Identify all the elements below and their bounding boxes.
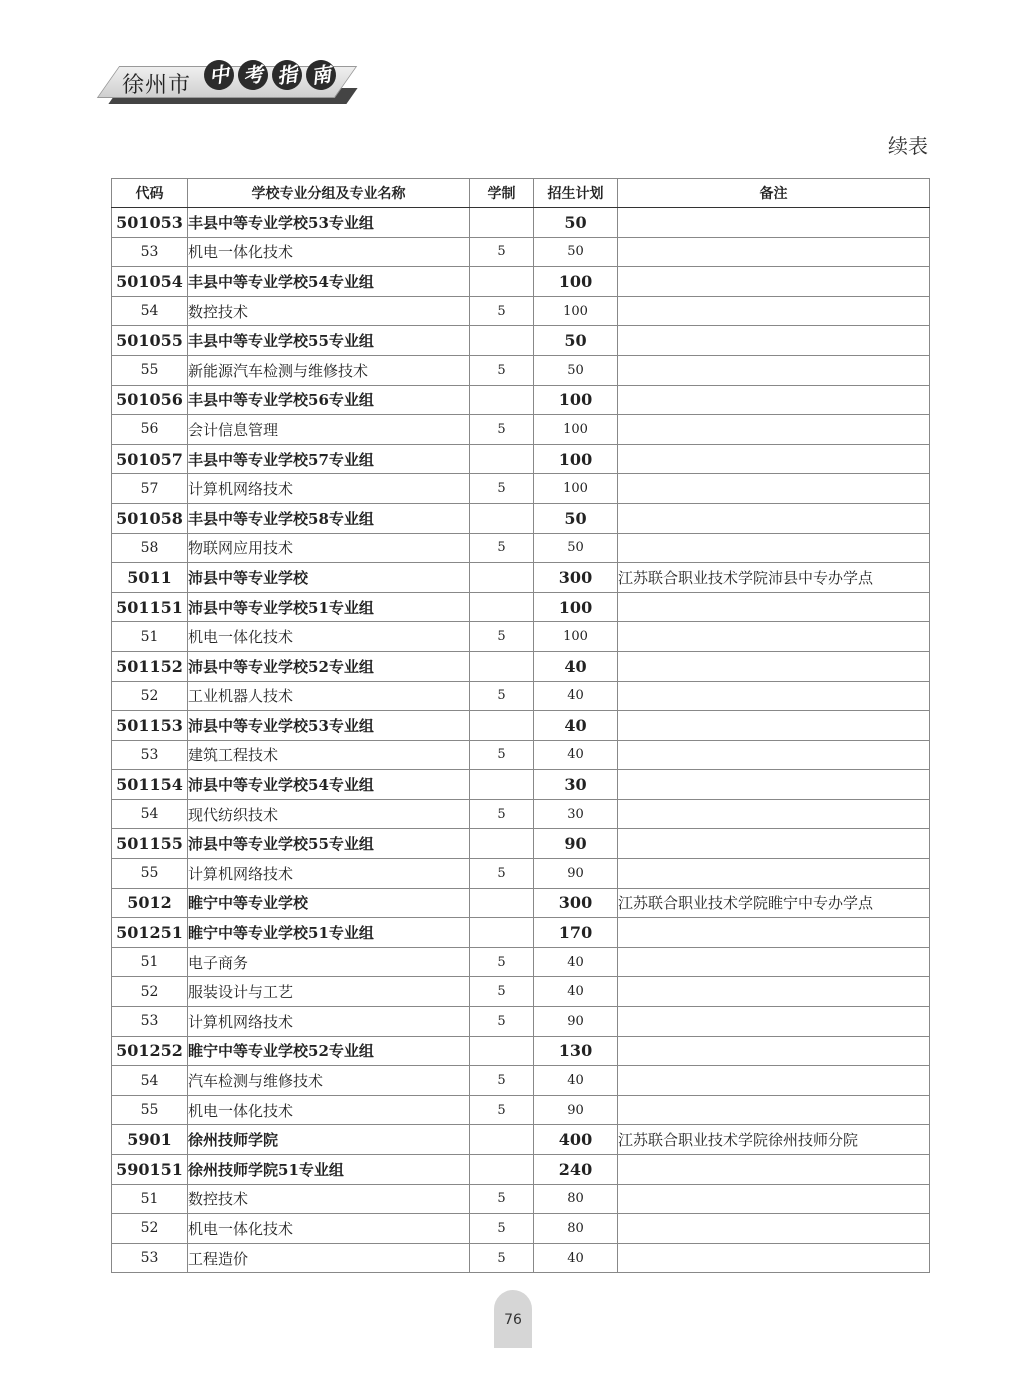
cell-name: 汽车检测与维修技术 <box>188 1066 470 1096</box>
cell-note <box>618 651 930 681</box>
cell-years: 5 <box>470 415 534 445</box>
cell-name: 机电一体化技术 <box>188 1214 470 1244</box>
table-row-major <box>112 740 930 770</box>
cell-name: 数控技术 <box>188 1184 470 1214</box>
cell-plan: 100 <box>534 474 618 504</box>
table-row-group <box>112 503 930 533</box>
table-row-group <box>112 770 930 800</box>
table-row-group <box>112 208 930 238</box>
table-row-major <box>112 1243 930 1273</box>
cell-years: 5 <box>470 799 534 829</box>
cell-code: 52 <box>112 1214 188 1244</box>
cell-plan: 30 <box>534 770 618 800</box>
cell-years <box>470 267 534 297</box>
cell-name: 睢宁中等专业学校 <box>188 888 470 918</box>
cell-code: 51 <box>112 1184 188 1214</box>
cell-note <box>618 415 930 445</box>
cell-note <box>618 918 930 948</box>
table-row-major <box>112 1007 930 1037</box>
cell-note <box>618 859 930 889</box>
cell-note <box>618 1155 930 1185</box>
cell-code: 5012 <box>112 888 188 918</box>
cell-note <box>618 474 930 504</box>
table-row-major <box>112 1184 930 1214</box>
cell-plan: 40 <box>534 1243 618 1273</box>
cell-plan: 100 <box>534 622 618 652</box>
cell-name: 工业机器人技术 <box>188 681 470 711</box>
cell-name: 现代纺织技术 <box>188 799 470 829</box>
cell-plan: 300 <box>534 888 618 918</box>
cell-note <box>618 770 930 800</box>
cell-years: 5 <box>470 1066 534 1096</box>
cell-name: 丰县中等专业学校56专业组 <box>188 385 470 415</box>
cell-code: 501151 <box>112 592 188 622</box>
cell-name: 机电一体化技术 <box>188 237 470 267</box>
cell-code: 53 <box>112 1007 188 1037</box>
table-row-group <box>112 888 930 918</box>
cell-name: 机电一体化技术 <box>188 622 470 652</box>
cell-plan: 240 <box>534 1155 618 1185</box>
cell-name: 物联网应用技术 <box>188 533 470 563</box>
cell-note <box>618 799 930 829</box>
cell-code: 501155 <box>112 829 188 859</box>
column-header-note: 备注 <box>618 179 930 208</box>
cell-code: 501057 <box>112 444 188 474</box>
cell-code: 501152 <box>112 651 188 681</box>
cell-name: 丰县中等专业学校57专业组 <box>188 444 470 474</box>
cell-name: 睢宁中等专业学校51专业组 <box>188 918 470 948</box>
cell-plan: 40 <box>534 977 618 1007</box>
cell-note <box>618 1184 930 1214</box>
cell-years <box>470 563 534 593</box>
cell-plan: 100 <box>534 592 618 622</box>
table-row-group <box>112 385 930 415</box>
table-row-major <box>112 681 930 711</box>
cell-code: 501058 <box>112 503 188 533</box>
table-row-major <box>112 977 930 1007</box>
table-row-major <box>112 355 930 385</box>
table-row-group <box>112 267 930 297</box>
cell-name: 丰县中等专业学校53专业组 <box>188 208 470 238</box>
cell-code: 501252 <box>112 1036 188 1066</box>
cell-plan: 80 <box>534 1184 618 1214</box>
banner-char: 指 <box>270 58 304 92</box>
table-row-group <box>112 1036 930 1066</box>
column-header-plan: 招生计划 <box>534 179 618 208</box>
cell-years <box>470 385 534 415</box>
cell-years <box>470 1036 534 1066</box>
table-row-major <box>112 799 930 829</box>
table-row-group <box>112 563 930 593</box>
cell-name: 机电一体化技术 <box>188 1095 470 1125</box>
cell-code: 501154 <box>112 770 188 800</box>
cell-name: 徐州技师学院 <box>188 1125 470 1155</box>
cell-name: 计算机网络技术 <box>188 859 470 889</box>
cell-note <box>618 1243 930 1273</box>
cell-code: 57 <box>112 474 188 504</box>
cell-name: 数控技术 <box>188 296 470 326</box>
cell-code: 51 <box>112 947 188 977</box>
cell-years: 5 <box>470 1095 534 1125</box>
cell-note <box>618 711 930 741</box>
cell-plan: 90 <box>534 859 618 889</box>
cell-code: 501053 <box>112 208 188 238</box>
cell-note <box>618 740 930 770</box>
cell-code: 54 <box>112 296 188 326</box>
cell-code: 52 <box>112 977 188 1007</box>
table-row-group <box>112 592 930 622</box>
cell-plan: 50 <box>534 208 618 238</box>
table-row-major <box>112 622 930 652</box>
cell-name: 丰县中等专业学校54专业组 <box>188 267 470 297</box>
cell-code: 52 <box>112 681 188 711</box>
cell-code: 54 <box>112 799 188 829</box>
cell-name: 沛县中等专业学校53专业组 <box>188 711 470 741</box>
cell-plan: 100 <box>534 444 618 474</box>
cell-years <box>470 326 534 356</box>
cell-note: 江苏联合职业技术学院徐州技师分院 <box>618 1125 930 1155</box>
table-row-group <box>112 1125 930 1155</box>
cell-note <box>618 237 930 267</box>
cell-note <box>618 1214 930 1244</box>
cell-years <box>470 829 534 859</box>
cell-name: 会计信息管理 <box>188 415 470 445</box>
cell-note <box>618 503 930 533</box>
cell-note <box>618 1036 930 1066</box>
continued-label: 续表 <box>888 134 928 158</box>
cell-name: 沛县中等专业学校54专业组 <box>188 770 470 800</box>
cell-note <box>618 208 930 238</box>
cell-years <box>470 888 534 918</box>
cell-years: 5 <box>470 474 534 504</box>
cell-note <box>618 355 930 385</box>
cell-note <box>618 947 930 977</box>
cell-note <box>618 977 930 1007</box>
table-row-group <box>112 918 930 948</box>
cell-plan: 40 <box>534 711 618 741</box>
cell-years: 5 <box>470 1243 534 1273</box>
cell-note: 江苏联合职业技术学院睢宁中专办学点 <box>618 888 930 918</box>
cell-note <box>618 1066 930 1096</box>
cell-plan: 40 <box>534 740 618 770</box>
cell-years: 5 <box>470 1184 534 1214</box>
enrollment-table <box>111 178 930 1273</box>
cell-code: 501055 <box>112 326 188 356</box>
cell-plan: 30 <box>534 799 618 829</box>
table-row-major <box>112 1214 930 1244</box>
cell-name: 丰县中等专业学校58专业组 <box>188 503 470 533</box>
column-header-code: 代码 <box>112 179 188 208</box>
cell-code: 53 <box>112 740 188 770</box>
cell-plan: 50 <box>534 533 618 563</box>
table-row-major <box>112 415 930 445</box>
cell-code: 501153 <box>112 711 188 741</box>
cell-note <box>618 681 930 711</box>
cell-code: 5901 <box>112 1125 188 1155</box>
cell-plan: 40 <box>534 681 618 711</box>
cell-plan: 40 <box>534 947 618 977</box>
cell-plan: 100 <box>534 385 618 415</box>
cell-plan: 90 <box>534 829 618 859</box>
cell-name: 电子商务 <box>188 947 470 977</box>
cell-code: 55 <box>112 1095 188 1125</box>
cell-years <box>470 770 534 800</box>
cell-years: 5 <box>470 1007 534 1037</box>
page-number: 76 <box>504 1312 522 1328</box>
cell-years <box>470 503 534 533</box>
cell-note <box>618 267 930 297</box>
table-row-group <box>112 651 930 681</box>
cell-plan: 300 <box>534 563 618 593</box>
cell-note <box>618 296 930 326</box>
cell-plan: 90 <box>534 1095 618 1125</box>
column-header-years: 学制 <box>470 179 534 208</box>
cell-code: 501056 <box>112 385 188 415</box>
cell-years: 5 <box>470 296 534 326</box>
cell-note <box>618 829 930 859</box>
cell-code: 501054 <box>112 267 188 297</box>
cell-code: 54 <box>112 1066 188 1096</box>
cell-plan: 50 <box>534 237 618 267</box>
cell-years <box>470 1155 534 1185</box>
cell-years <box>470 918 534 948</box>
cell-years: 5 <box>470 237 534 267</box>
table-row-major <box>112 533 930 563</box>
cell-years <box>470 711 534 741</box>
cell-plan: 100 <box>534 296 618 326</box>
cell-years <box>470 1125 534 1155</box>
cell-plan: 100 <box>534 415 618 445</box>
table-row-major <box>112 237 930 267</box>
cell-plan: 40 <box>534 651 618 681</box>
column-header-name: 学校专业分组及专业名称 <box>188 179 470 208</box>
table-row-major <box>112 947 930 977</box>
cell-years: 5 <box>470 947 534 977</box>
table-row-group <box>112 829 930 859</box>
cell-years: 5 <box>470 533 534 563</box>
cell-code: 51 <box>112 622 188 652</box>
cell-note <box>618 1095 930 1125</box>
cell-plan: 40 <box>534 1066 618 1096</box>
cell-code: 5011 <box>112 563 188 593</box>
cell-years <box>470 592 534 622</box>
cell-years: 5 <box>470 355 534 385</box>
cell-plan: 130 <box>534 1036 618 1066</box>
cell-note <box>618 326 930 356</box>
cell-name: 建筑工程技术 <box>188 740 470 770</box>
cell-note <box>618 622 930 652</box>
cell-plan: 100 <box>534 267 618 297</box>
cell-code: 55 <box>112 355 188 385</box>
cell-note <box>618 385 930 415</box>
table-row-group <box>112 326 930 356</box>
cell-name: 计算机网络技术 <box>188 474 470 504</box>
cell-name: 新能源汽车检测与维修技术 <box>188 355 470 385</box>
cell-note <box>618 444 930 474</box>
cell-name: 沛县中等专业学校52专业组 <box>188 651 470 681</box>
table-row-group <box>112 1155 930 1185</box>
table-header-row <box>112 179 930 208</box>
cell-code: 55 <box>112 859 188 889</box>
cell-years: 5 <box>470 622 534 652</box>
cell-years <box>470 651 534 681</box>
cell-note: 江苏联合职业技术学院沛县中专办学点 <box>618 563 930 593</box>
table-row-major <box>112 859 930 889</box>
table-row-group <box>112 444 930 474</box>
cell-plan: 170 <box>534 918 618 948</box>
cell-years: 5 <box>470 681 534 711</box>
table-row-major <box>112 1066 930 1096</box>
cell-code: 58 <box>112 533 188 563</box>
banner-city: 徐州市 <box>122 73 192 98</box>
cell-name: 睢宁中等专业学校52专业组 <box>188 1036 470 1066</box>
cell-note <box>618 533 930 563</box>
banner-guide-title <box>204 60 336 90</box>
table-row-major <box>112 296 930 326</box>
cell-plan: 50 <box>534 355 618 385</box>
cell-name: 沛县中等专业学校 <box>188 563 470 593</box>
page-number-tab <box>494 1290 532 1348</box>
table-row-major <box>112 474 930 504</box>
cell-years: 5 <box>470 740 534 770</box>
cell-code: 56 <box>112 415 188 445</box>
cell-code: 501251 <box>112 918 188 948</box>
table-row-major <box>112 1095 930 1125</box>
cell-name: 丰县中等专业学校55专业组 <box>188 326 470 356</box>
cell-plan: 400 <box>534 1125 618 1155</box>
cell-code: 590151 <box>112 1155 188 1185</box>
cell-note <box>618 1007 930 1037</box>
cell-name: 沛县中等专业学校55专业组 <box>188 829 470 859</box>
cell-code: 53 <box>112 237 188 267</box>
cell-years <box>470 444 534 474</box>
cell-name: 徐州技师学院51专业组 <box>188 1155 470 1185</box>
banner-char: 南 <box>304 58 338 92</box>
cell-years: 5 <box>470 977 534 1007</box>
cell-years <box>470 208 534 238</box>
banner-char: 考 <box>236 58 270 92</box>
banner-char: 中 <box>202 58 236 92</box>
cell-name: 服装设计与工艺 <box>188 977 470 1007</box>
header-banner <box>108 60 353 108</box>
table-row-group <box>112 711 930 741</box>
cell-name: 沛县中等专业学校51专业组 <box>188 592 470 622</box>
cell-note <box>618 592 930 622</box>
cell-plan: 90 <box>534 1007 618 1037</box>
cell-plan: 80 <box>534 1214 618 1244</box>
cell-plan: 50 <box>534 503 618 533</box>
cell-name: 工程造价 <box>188 1243 470 1273</box>
table-body <box>112 208 930 1273</box>
cell-plan: 50 <box>534 326 618 356</box>
cell-name: 计算机网络技术 <box>188 1007 470 1037</box>
cell-years: 5 <box>470 859 534 889</box>
cell-years: 5 <box>470 1214 534 1244</box>
cell-code: 53 <box>112 1243 188 1273</box>
